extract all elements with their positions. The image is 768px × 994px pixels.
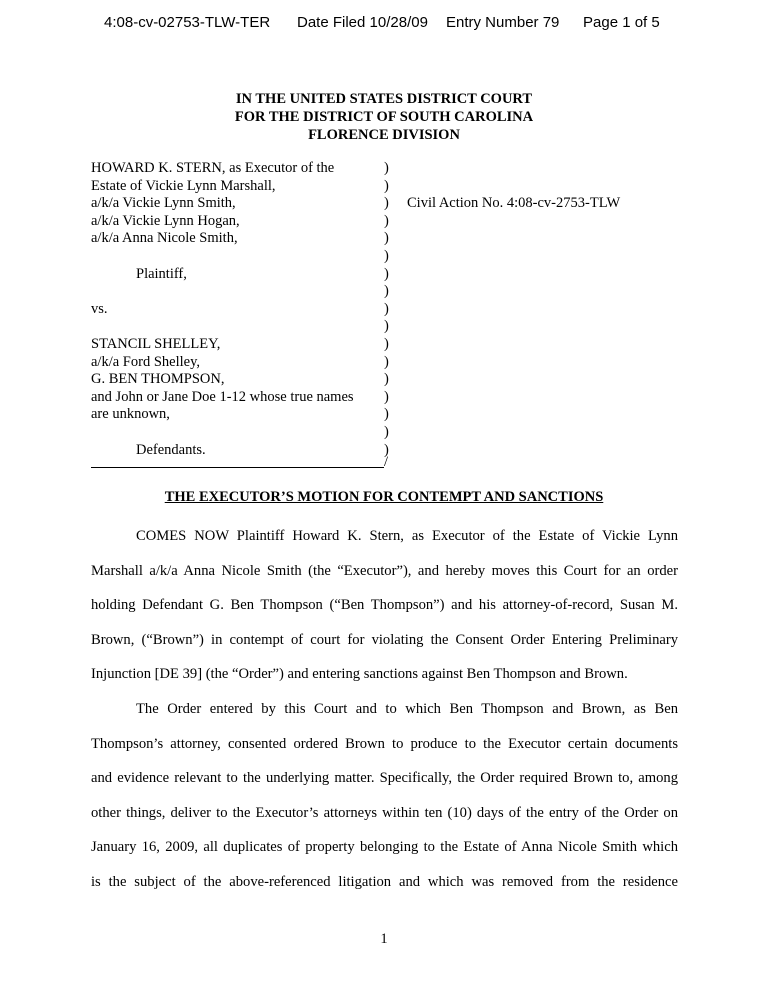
court-heading [0,90,768,144]
paren: ) [384,388,389,405]
body-line: COMES NOW Plaintiff Howard K. Stern, as Executor of the Estate of Vickie Lynn [136,528,678,544]
date-filed: Date Filed 10/28/09 [297,14,428,31]
caption-line: HOWARD K. STERN, as Executor of the [91,160,335,176]
body-line: is the subject of the above-referenced litigation and which was removed from the residence [91,873,678,890]
paren: ) [384,353,389,370]
body-line: January 16, 2009, all duplicates of property belonging to the Estate of Anna Nicole Smith which [91,839,678,856]
page-count: Page 1 of 5 [583,14,660,31]
body-line: The Order entered by this Court and to which Ben Thompson and Brown, as Ben [136,700,678,717]
case-number: 4:08-cv-02753-TLW-TER [104,14,271,31]
caption-line [91,318,381,336]
paren: ) [384,230,389,247]
paren: ) [384,318,389,335]
paren: ) [384,371,389,388]
caption-slash: / [384,454,389,470]
plaintiff-label: Plaintiff, [136,265,187,282]
motion-title-text: THE EXECUTOR’S MOTION FOR CONTEMPT AND SANCTIONS [164,489,604,505]
motion-title [0,489,768,506]
caption-line [91,424,381,442]
defendants-label: Defendants. [136,441,206,458]
paren: ) [384,423,389,440]
paren: ) [384,265,389,282]
paren: ) [384,160,389,176]
caption-underline [91,467,384,468]
caption-line: a/k/a Ford Shelley, [91,353,200,370]
body-line: other things, deliver to the Executor’s attorneys within ten (10) days of the entry of the Order on [91,804,678,821]
entry-number: Entry Number 79 [446,14,560,31]
caption-line: a/k/a Anna Nicole Smith, [91,230,238,247]
motion-body [91,519,678,900]
body-line: and evidence relevant to the underlying matter. Specifically, the Order required Brown to, among [91,770,678,787]
page-number: 1 [380,931,388,947]
paren: ) [384,247,389,264]
body-line: Thompson’s attorney, consented ordered Brown to produce to the Executor certain documents [91,735,678,752]
court-line-3: FLORENCE DIVISION [308,127,460,143]
paren: ) [384,177,389,194]
case-caption-parties [91,160,381,459]
court-line-1: IN THE UNITED STATES DISTRICT COURT [235,91,533,107]
caption-parentheses [384,160,396,459]
body-line: holding Defendant G. Ben Thompson (“Ben Thompson”) and his attorney-of-record, Susan M. [91,597,678,614]
caption-line: STANCIL SHELLEY, [91,335,221,352]
paren: ) [384,195,389,212]
caption-line [91,248,381,266]
caption-line: and John or Jane Doe 1-12 whose true names [91,388,354,405]
caption-line: a/k/a Vickie Lynn Smith, [91,195,236,212]
court-line-2: FOR THE DISTRICT OF SOUTH CAROLINA [234,109,534,125]
caption-line: are unknown, [91,406,170,423]
versus-label: vs. [91,300,108,317]
body-line: Marshall a/k/a Anna Nicole Smith (the “Executor”), and hereby moves this Court for an order [91,562,678,579]
ecf-header [0,14,768,36]
caption-line: Estate of Vickie Lynn Marshall, [91,177,276,194]
body-line: Brown, (“Brown”) in contempt of court for violating the Consent Order Entering Preliminary [91,631,678,648]
paren: ) [384,283,389,300]
body-line: Injunction [DE 39] (the “Order”) and entering sanctions against Ben Thompson and Brown. [91,666,628,683]
paren: ) [384,441,389,458]
paren: ) [384,300,389,317]
caption-line: G. BEN THOMPSON, [91,371,225,388]
paren: ) [384,212,389,229]
civil-action-number: Civil Action No. 4:08-cv-2753-TLW [407,195,621,211]
paren: ) [384,335,389,352]
paren: ) [384,406,389,423]
caption-line [91,283,381,301]
caption-line: a/k/a Vickie Lynn Hogan, [91,212,240,229]
